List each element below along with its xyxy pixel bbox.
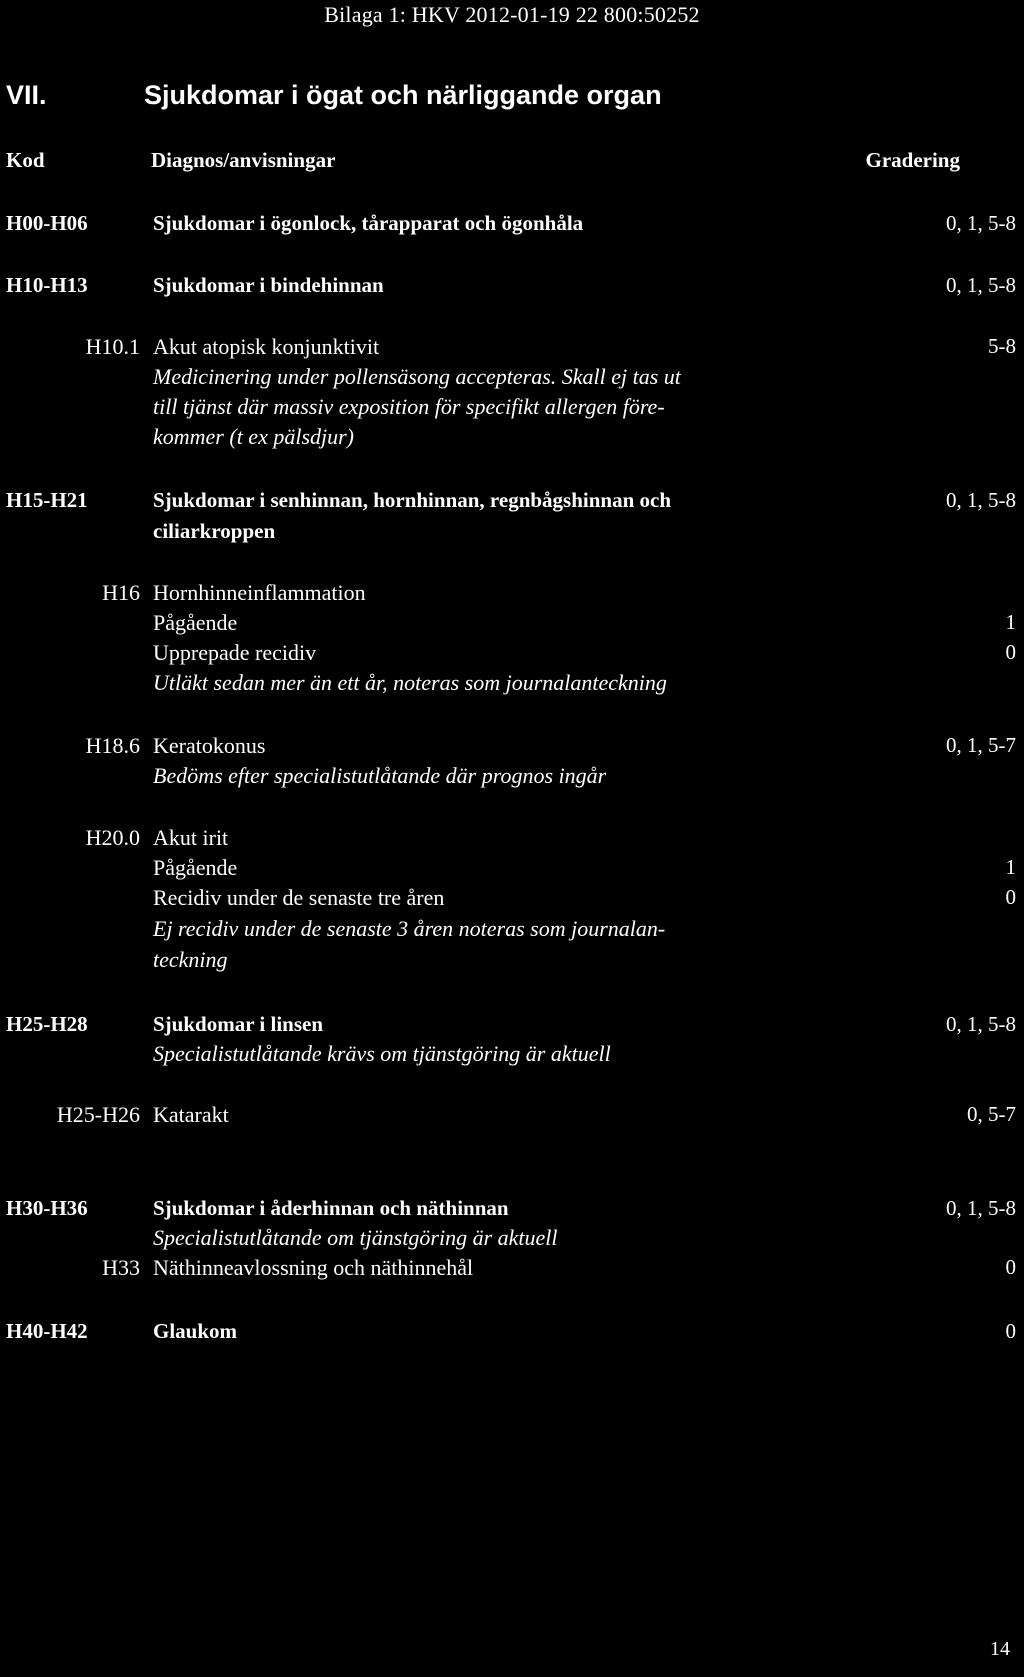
row-subcode: H10.1 — [85, 334, 140, 359]
row-grade: 0, 1, 5-8 — [946, 273, 1016, 297]
row-diagnosis: Glaukom — [153, 1319, 238, 1343]
row-code: H25-H28 — [6, 1012, 88, 1036]
row-subcode: H33 — [102, 1255, 140, 1280]
row-subcode: H25-H26 — [56, 1102, 140, 1127]
row-subcode: H18.6 — [85, 733, 140, 758]
row-subcode: H20.0 — [85, 825, 140, 850]
row-code: H40-H42 — [6, 1319, 88, 1343]
row-grade: 0 — [1005, 885, 1016, 909]
row-subcode: H16 — [102, 580, 140, 605]
row-note: Specialistutlåtande om tjänstgöring är aktuell — [153, 1225, 558, 1250]
row-code: H00-H06 — [6, 211, 88, 235]
row-diagnosis: Keratokonus — [153, 733, 266, 758]
row-diagnosis: Akut atopisk konjunktivit — [153, 334, 380, 359]
row-note: Ej recidiv under de senaste 3 åren noteras som journalan- — [153, 916, 666, 941]
row-note: Bedöms efter specialistutlåtande där prognos ingår — [153, 763, 607, 788]
row-diagnosis: Sjukdomar i bindehinnan — [153, 273, 384, 297]
row-grade: 0, 1, 5-8 — [946, 211, 1016, 235]
row-diagnosis: Sjukdomar i åderhinnan och näthinnan — [153, 1196, 509, 1220]
row-line: Pågående — [153, 855, 238, 880]
row-diagnosis: Katarakt — [153, 1102, 229, 1127]
row-code: H15-H21 — [6, 488, 88, 512]
row-grade: 0, 1, 5-8 — [946, 1196, 1016, 1220]
row-grade: 5-8 — [988, 334, 1016, 358]
row-code: H30-H36 — [6, 1196, 88, 1220]
column-header-grade: Gradering — [865, 148, 960, 172]
page-number: 14 — [990, 1638, 1010, 1660]
row-diagnosis: Sjukdomar i linsen — [153, 1012, 323, 1036]
column-header-code: Kod — [6, 148, 45, 172]
row-note: teckning — [153, 947, 228, 972]
row-grade: 1 — [1005, 610, 1016, 634]
row-grade: 0, 1, 5-7 — [946, 733, 1016, 757]
row-note: Utläkt sedan mer än ett år, noteras som journalanteckning — [153, 670, 667, 695]
row-diagnosis: Akut irit — [153, 825, 229, 850]
row-grade: 0 — [1005, 1319, 1016, 1343]
column-header-diagnosis: Diagnos/anvisningar — [151, 148, 336, 172]
row-line: Pågående — [153, 610, 238, 635]
row-diagnosis: Sjukdomar i senhinnan, hornhinnan, regnbågshinnan och — [153, 488, 672, 512]
row-grade: 0, 5-7 — [967, 1102, 1016, 1126]
document-reference: Bilaga 1: HKV 2012-01-19 22 800:50252 — [324, 2, 700, 27]
row-grade: 0 — [1005, 640, 1016, 664]
section-title: Sjukdomar i ögat och närliggande organ — [144, 80, 662, 110]
row-grade: 0 — [1005, 1255, 1016, 1279]
row-line: Recidiv under de senaste tre åren — [153, 885, 445, 910]
row-diagnosis: Sjukdomar i ögonlock, tårapparat och ögonhåla — [153, 211, 584, 235]
row-diagnosis: Hornhinneinflammation — [153, 580, 366, 605]
row-grade: 0, 1, 5-8 — [946, 488, 1016, 512]
row-note: Specialistutlåtande krävs om tjänstgöring är aktuell — [153, 1041, 611, 1066]
row-grade: 1 — [1005, 855, 1016, 879]
row-note: kommer (t ex pälsdjur) — [153, 424, 355, 449]
row-diagnosis-cont: ciliarkroppen — [153, 519, 276, 543]
section-number: VII. — [6, 80, 47, 110]
row-note: Medicinering under pollensäsong accepteras. Skall ej tas ut — [153, 364, 681, 389]
row-note: till tjänst där massiv exposition för specifikt allergen före- — [153, 394, 665, 419]
row-line: Upprepade recidiv — [153, 640, 317, 665]
row-grade: 0, 1, 5-8 — [946, 1012, 1016, 1036]
row-diagnosis: Näthinneavlossning och näthinnehål — [153, 1255, 474, 1280]
row-code: H10-H13 — [6, 273, 88, 297]
